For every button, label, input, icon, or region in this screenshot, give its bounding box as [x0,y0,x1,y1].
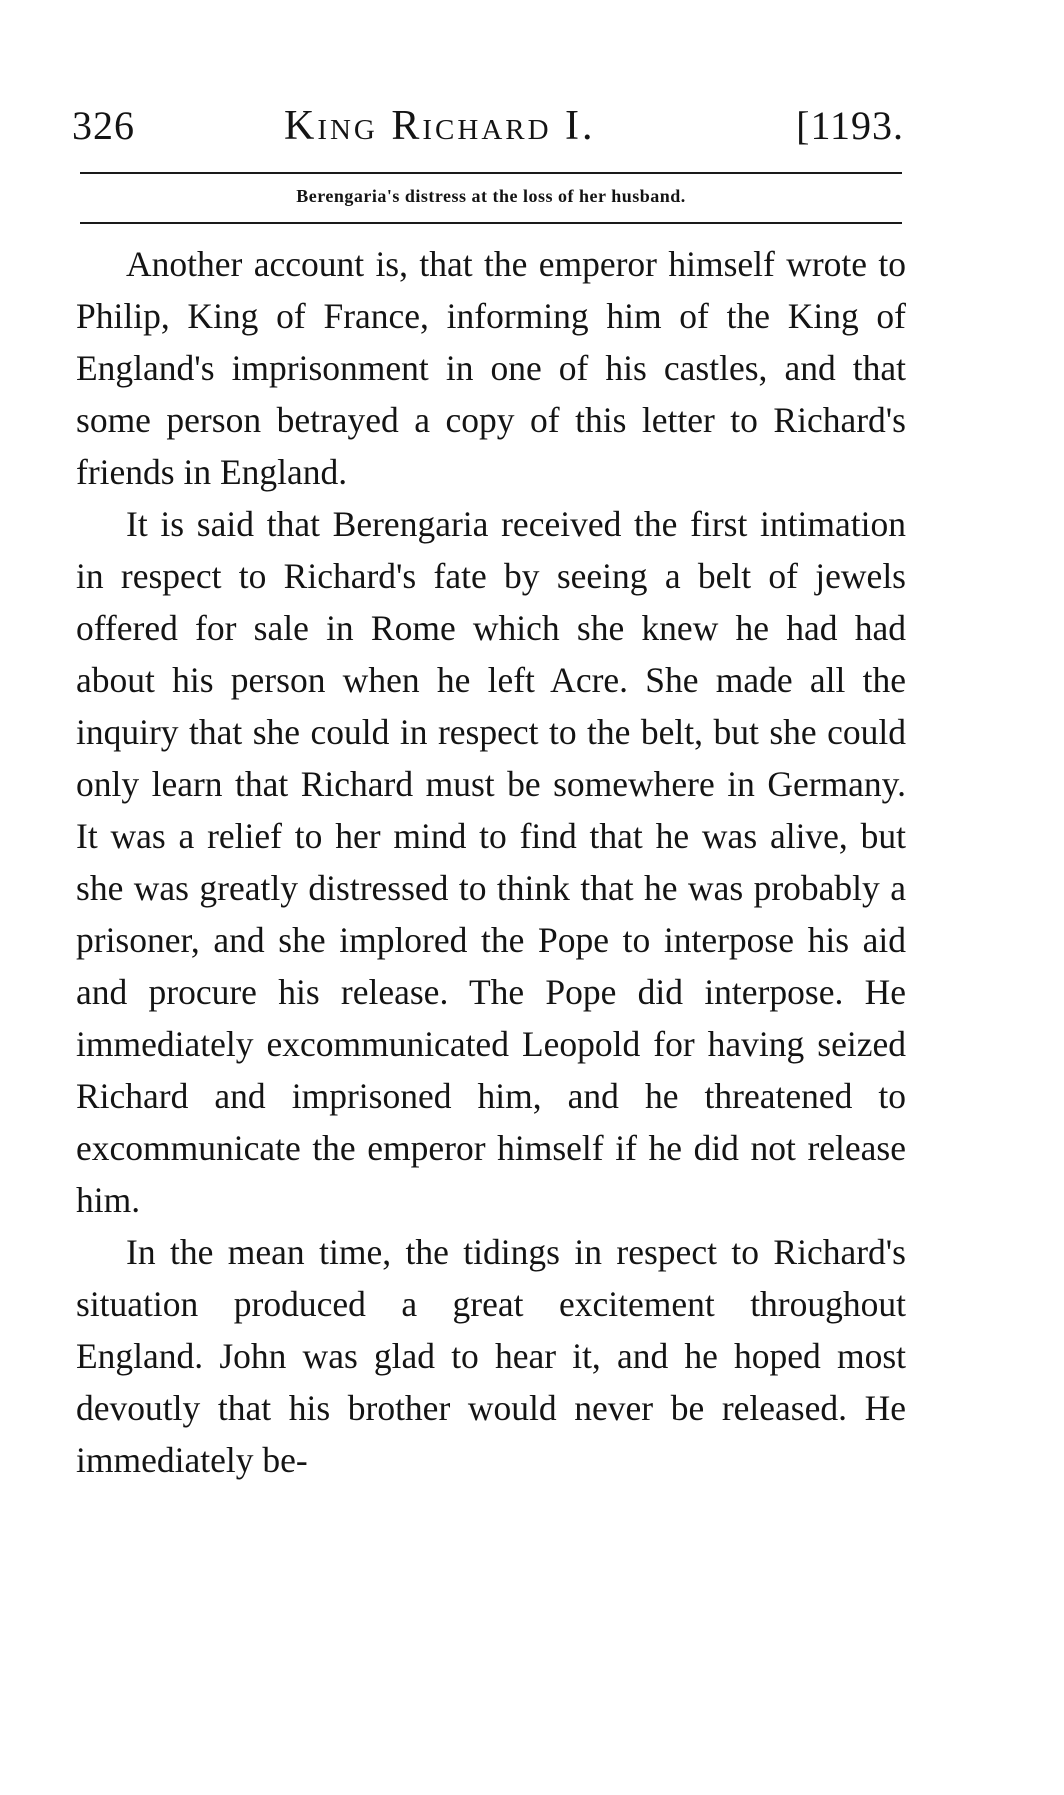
page-header [72,102,904,162]
paragraph-3: In the mean time, the tidings in respect to Richard's situation produced a great excitement throughout England. John was glad to hear it, and he hoped most devoutly that his brother would never be released. He immediately be- [76,1232,906,1480]
header-rule-bottom [80,222,902,224]
running-title: King Richard I. [284,103,596,149]
page-number: 326 [72,103,135,148]
paragraph-1: Another account is, that the emperor himself wrote to Philip, King of France, informing him of the King of England's imprisonment in one of his castles, and that some person betrayed a copy of this letter to Richard's friends in England. [76,244,906,492]
section-subheading: Berengaria's distress at the loss of her husband. [296,186,686,206]
body-text [76,238,906,1486]
paragraph-2: It is said that Berengaria received the first intimation in respect to Richard's fate by seeing a belt of jewels offered for sale in Rome which she knew he had had about his person when he left Acre. She made all the inquiry that she could in respect to the belt, but she could only learn that Richard must be somewhere in Germany. It was a relief to her mind to find that he was alive, but she was greatly distressed to think that he was probably a prisoner, and she implored the Pope to interpose his aid and procure his release. The Pope did interpose. He immediately excommunicated Leopold for having seized Richard and imprisoned him, and he threatened to excommunicate the emperor himself if he did not release him. [76,504,906,1220]
year-marker: [1193. [796,103,904,148]
header-rule-top [80,172,902,174]
